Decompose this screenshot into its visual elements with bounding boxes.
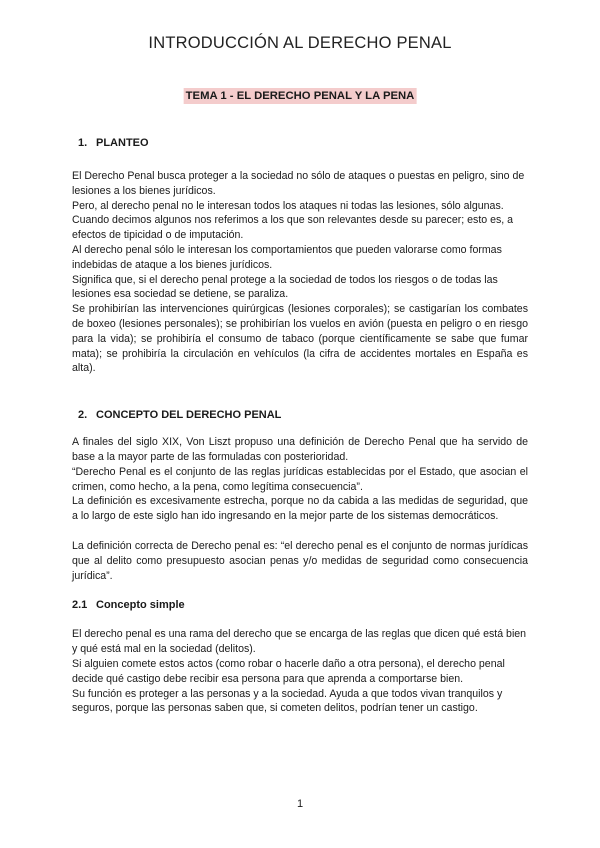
- section-2-title: CONCEPTO DEL DERECHO PENAL: [96, 409, 282, 422]
- subsection-2-1-number: 2.1: [72, 599, 88, 612]
- section-1-paragraph: Pero, al derecho penal no le interesan todos los ataques ni todas las lesiones, sólo algunas.: [72, 199, 504, 212]
- section-1-number: 1.: [78, 137, 88, 149]
- subsection-2-1-paragraph: Si alguien comete estos actos (como robar o hacerle daño a otra persona), el derecho penal decide qué castigo debe recibir esa persona para que aprenda a comportarse bien.: [72, 657, 505, 685]
- section-2-paragraph: “Derecho Penal es el conjunto de las reglas jurídicas establecidas por el Estado, que asocian el crimen, como hecho, a la pena, como legítima consecuencia”.: [72, 465, 528, 493]
- section-2-number: 2.: [78, 409, 88, 422]
- section-2-paragraph: A finales del siglo XIX, Von Liszt propuso una definición de Derecho Penal que ha servido de base a la mayor parte de las formuladas con posterioridad.: [72, 436, 528, 463]
- section-1-paragraph: El Derecho Penal busca proteger a la sociedad no sólo de ataques o puestas en peligro, sino de lesiones a los bienes jurídicos.: [72, 170, 525, 197]
- subsection-2-1-heading: [72, 598, 528, 613]
- page-number: 1: [296, 798, 304, 810]
- section-2-paragraph: La definición es excesivamente estrecha, porque no da cabida a las medidas de seguridad, que a lo largo de este siglo han ido ingresando en la mejor parte de los sistemas democráticos.: [72, 495, 528, 523]
- section-1-paragraph: Cuando decimos algunos nos referimos a los que son relevantes desde su parecer; esto es, a efectos de tipicidad o de imputación.: [72, 214, 514, 242]
- document-title: INTRODUCCIÓN AL DERECHO PENAL: [148, 34, 452, 52]
- section-1-paragraph: Significa que, si el derecho penal protege a la sociedad de todos los riesgos o de todas las lesiones esa sociedad se detiene, se paraliza.: [72, 273, 498, 301]
- section-1-heading: [78, 136, 528, 151]
- section-1-paragraph: Al derecho penal sólo le interesan los comportamientos que pueden valorarse como formas indebidas de ataque a los bienes jurídicos.: [72, 243, 502, 271]
- subsection-2-1-paragraph: Su función es proteger a las personas y a la sociedad. Ayuda a que todos vivan tranquilos y seguros, porque las personas saben que, si cometen delitos, podrían tener un castigo.: [72, 687, 503, 715]
- topic-heading: TEMA 1 - EL DERECHO PENAL Y LA PENA: [185, 90, 415, 102]
- section-1-title: PLANTEO: [96, 137, 149, 149]
- section-2-heading: [78, 408, 528, 423]
- subsection-2-1-title: Concepto simple: [96, 599, 185, 612]
- section-2-definition-paragraph: La definición correcta de Derecho penal es: “el derecho penal es el conjunto de normas jurídicas que al delito como presupuesto asocian penas y/o medidas de seguridad como consecuencia jurídica”.: [72, 539, 528, 582]
- document-body: [72, 136, 528, 716]
- section-1-paragraph: Se prohibirían las intervenciones quirúrgicas (lesiones corporales); se castigarían los combates de boxeo (lesiones personales); se prohibirían los vuelos en avión (puesta en peligro o en riesgo para la vida); se prohibiría el consumo de tabaco (porque científicamente se sabe que fumar mata); se prohibiría la circulación en vehículos (la cifra de accidentes mortales en España es alta).: [72, 303, 528, 375]
- subsection-2-1-paragraph: El derecho penal es una rama del derecho que se encarga de las reglas que dicen qué está bien y qué está mal en la sociedad (delitos).: [72, 628, 527, 656]
